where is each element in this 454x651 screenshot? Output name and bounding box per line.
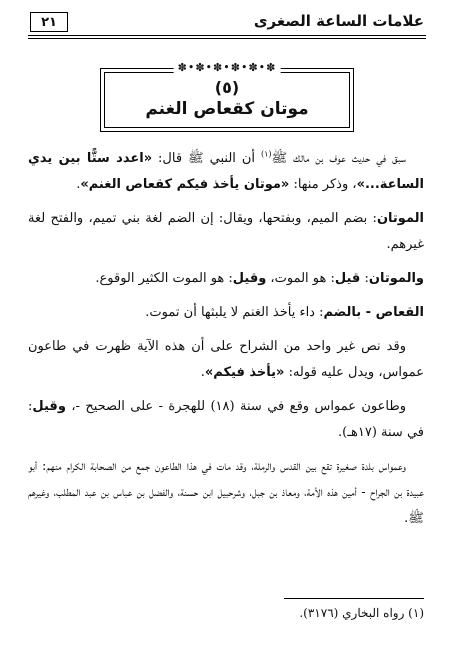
ornament-divider-icon: ✽•✽•✽•✽•✽•✽: [174, 61, 281, 74]
header-rule-thin: [28, 38, 426, 39]
text-span: :: [360, 271, 369, 286]
text-span: : داء يأخذ الغنم لا يلبثها أن تموت.: [145, 305, 324, 320]
header-rule: [28, 35, 426, 36]
main-text: [28, 146, 424, 540]
text-span: : بضم الميم، وبفتحها، ويقال: إن الضم لغة بني تميم، والفتح لغة غيرهم.: [28, 211, 424, 252]
text-span: : هو الموت،: [266, 271, 335, 286]
term-label: والموتان: [368, 271, 424, 286]
chapter-title-box: [100, 61, 354, 132]
footnote-rule: [284, 598, 424, 599]
text-span: .: [200, 365, 205, 380]
text-span: : في سنة (١٧هـ).: [28, 399, 424, 440]
text-span: سبق في حديث عوف بن مالك ﷺ: [271, 151, 406, 166]
term-label: القعاص - بالضم: [323, 305, 424, 320]
hadith-quote: «يأخذ فيكم»: [204, 365, 285, 380]
paragraph-date: [28, 394, 424, 446]
text-span: ، وذكر منها:: [289, 177, 357, 192]
text-span: أن النبي ﷺ قال:: [152, 151, 261, 166]
paragraph-definition-mawtan-2: [28, 266, 424, 292]
paragraph-definition-quas: [28, 300, 424, 326]
footnote-reference: (١): [260, 149, 272, 159]
text-span: : هو الموت الكثير الوقوع.: [95, 271, 233, 286]
hadith-quote: «اعدد ستًّا بين يدي الساعة...»: [28, 151, 424, 192]
paragraph-amwas: [28, 334, 424, 386]
qil-label: وقيل: [32, 399, 66, 414]
qil-label: وقيل: [232, 271, 267, 286]
chapter-number: (٥): [214, 78, 240, 97]
running-header-title: علامات الساعة الصغرى: [253, 12, 424, 30]
text-span: وعمواس بلدة صغيرة تقع بين القدس والرملة، وقد مات في هذا الطاعون جمع من الصحابة الكرام منهم: أبو عبيدة بن الجراح - أمين هذه الأمة، ومعاذ بن جبل، وشرحبيل ابن حسنة، والفضل بن عباس بن عبد المطلب، وغيرهم ﷺ.: [28, 459, 424, 526]
paragraph-companions: [28, 454, 424, 532]
paragraph-hadith: [28, 146, 424, 198]
page-number-badge: ٢١: [30, 12, 68, 32]
text-span: .: [76, 177, 81, 192]
hadith-quote: «موتان يأخذ فيكم كقعاص الغنم»: [80, 177, 290, 192]
text-span: وقد نص غير واحد من الشراح على أن هذه الآية ظهرت في طاعون عمواس، ويدل عليه قوله:: [28, 339, 424, 380]
paragraph-definition-mawtan: [28, 206, 424, 258]
footnote: (١) رواه البخاري (٣١٧٦).: [299, 606, 424, 620]
term-label: الموتان: [376, 211, 424, 226]
chapter-title: موتان كقعاص الغنم: [145, 99, 309, 119]
qil-label: قيل: [334, 271, 361, 286]
text-span: وطاعون عمواس وقع في سنة (١٨) للهجرة - على الصحيح -،: [65, 399, 406, 414]
